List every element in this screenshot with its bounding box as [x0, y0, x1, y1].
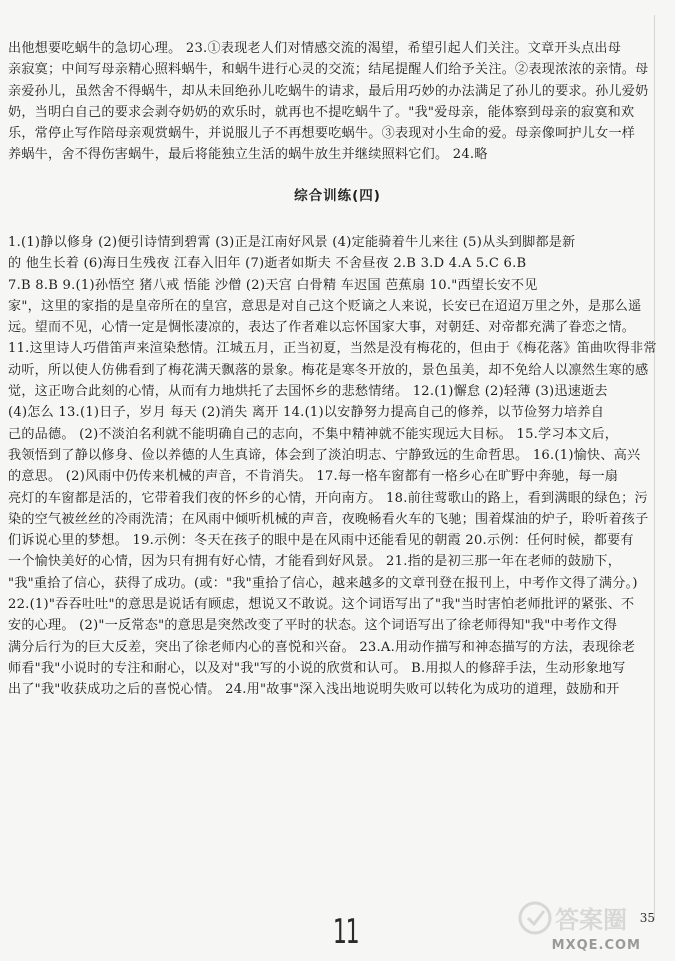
text-line: 出他想要吃蜗牛的急切心理。 23.①表现老人们对情感交流的渴望，希望引起人们关注。文章开头点出母 [8, 41, 622, 56]
text-line: 亲爱孙儿，虽然舍不得蜗牛，却从未回绝孙儿吃蜗牛的请求，最后用巧妙的办法满足了孙儿的要求。孙儿爱奶 [8, 83, 649, 99]
text-line: 安的心理。 (2)"一反常态"的意思是突然改变了平时的状态。这个词语写出了徐老师得知"我"中考作文得 [8, 618, 618, 634]
text-line: 乐，常停止写作陪母亲观赏蜗牛，并说服儿子不再想要吃蜗牛。③表现对小生命的爱。母亲像呵护儿女一样 [8, 126, 636, 142]
text-line: (4)怎么 13.(1)日子，岁月 每天 (2)消失 离开 14.(1)以安静努力提高自己的修养，以节俭努力培养自 [8, 405, 605, 421]
text-line: 们诉说心里的梦想。 19.示例：冬天在孩子的眼中是在风雨中还能看见的朝霞 20.示例：任何时候，都要有 [8, 533, 634, 549]
text-line: 动听，所以使人仿佛看到了梅花满天飘落的景象。梅花是寒冬开放的，景色虽美，却不免给人以凛然生寒的感 [8, 362, 649, 378]
text-line: 7.B 8.B 9.(1)孙悟空 猪八戒 悟能 沙僧 (2)天宫 白骨精 车迟国 芭蕉扇 10."西望长安不见 [8, 277, 538, 293]
text-line: 1.(1)静以修身 (2)便引诗情到碧霄 (3)正是江南好风景 (4)定能骑着牛儿来往 (5)从头到脚都是新 [8, 235, 576, 250]
text-line: 家"，这里的家指的是皇帝所在的皇宫，意思是对自己这个贬谪之人来说，长安已在迢迢万里之外，是那么遥 [8, 298, 642, 314]
text-line: 的意思。 (2)风雨中仍传来机械的声音，不肯消失。 17.每一格车窗都有一格乡心在旷野中奔驰，每一扇 [8, 469, 619, 485]
text-line: "我"重拾了信心，获得了成功。(或："我"重拾了信心，越来越多的文章刊登在报刊上，中考作文得了满分。) [8, 575, 638, 591]
text-line: 远。望而不见，心情一定是惆怅凄凉的，表达了作者难以忘怀国家大事，对朝廷、对帝都充满了眷恋之情。 [8, 320, 636, 336]
text-line: 己的品德。 (2)不淡泊名利就不能明确自己的志向，不集中精神就不能实现远大目标。 15.学习本文后， [8, 426, 619, 442]
answers-body [8, 232, 660, 701]
page-number: 35 [639, 911, 655, 925]
text-line: 出了"我"收获成功之后的喜悦心情。 24.用"故事"深入浅出地说明失败可以转化为成功的道理，鼓励和开 [8, 682, 620, 698]
text-line: 的 他生长着 (6)海日生残夜 江春入旧年 (7)逝者如斯夫 不舍昼夜 2.B 3.D 4.A 5.C 6.B [8, 256, 527, 272]
text-line: 养蜗牛，舍不得伤害蜗牛，最后将能独立生活的蜗牛放生并继续照料它们。 24.略 [8, 147, 488, 163]
text-line: 满分后行为的巨大反差，突出了徐老师内心的喜悦和兴奋。 23.A.用动作描写和神态描写的方法，表现徐老 [8, 639, 636, 655]
text-line: 师看"我"小说时的专注和耐心，以及对"我"写的小说的欣赏和认可。 B.用拟人的修辞手法，生动形象地写 [8, 660, 626, 676]
text-line: 觉，这正吻合此刻的心情，从而有力地烘托了去国怀乡的悲愁情绪。 12.(1)懈怠 (2)轻薄 (3)迅速逝去 [8, 384, 608, 400]
text-line: 我领悟到了静以修身、俭以养德的人生真谛，体会到了淡泊明志、宁静致远的生命哲思。 16.(1)愉快、高兴 [8, 447, 641, 463]
text-line: 亮灯的车窗都是活的，它带着我们夜的怀乡的心情，开向南方。 18.前往莺歌山的路上，看到满眼的绿色；污 [8, 490, 648, 506]
watermark-url: MXQE.COM [551, 938, 641, 953]
text-line: 22.(1)"吞吞吐吐"的意思是说话有顾虑，想说又不敢说。这个词语写出了"我"当时害怕老师批评的紧张、不 [8, 597, 635, 613]
svg-text:答案圈: 答案圈 [555, 906, 627, 934]
text-line: 染的空气被丝丝的冷雨洗清；在风雨中倾听机械的声音，夜晚畅看火车的飞驰；围着煤油的炉子，聆听着孩子 [8, 511, 649, 527]
text-line: 11.这里诗人巧借笛声来渲染愁情。江城五月，正当初夏，当然是没有梅花的，但由于《梅花落》笛曲吹得非常 [8, 341, 657, 357]
section-title: 综合训练(四) [294, 188, 381, 204]
handwritten-page-mark: 11 [332, 912, 359, 952]
text-line: 奶，当明白自己的要求会剥夺奶奶的欢乐时，就再也不提吃蜗牛了。"我"爱母亲，能体察到母亲的寂寞和欢 [8, 104, 635, 120]
text-line: 亲寂寞；中间写母亲精心照料蜗牛，和蜗牛进行心灵的交流；结尾提醒人们给予关注。②表现浓浓的亲情。母 [8, 62, 649, 78]
text-line: 一个愉快美好的心情，因为只有拥有好心情，才能看到好风景。 21.指的是初三那一年在老师的鼓励下， [8, 554, 622, 570]
previous-answers-continued [8, 38, 660, 166]
